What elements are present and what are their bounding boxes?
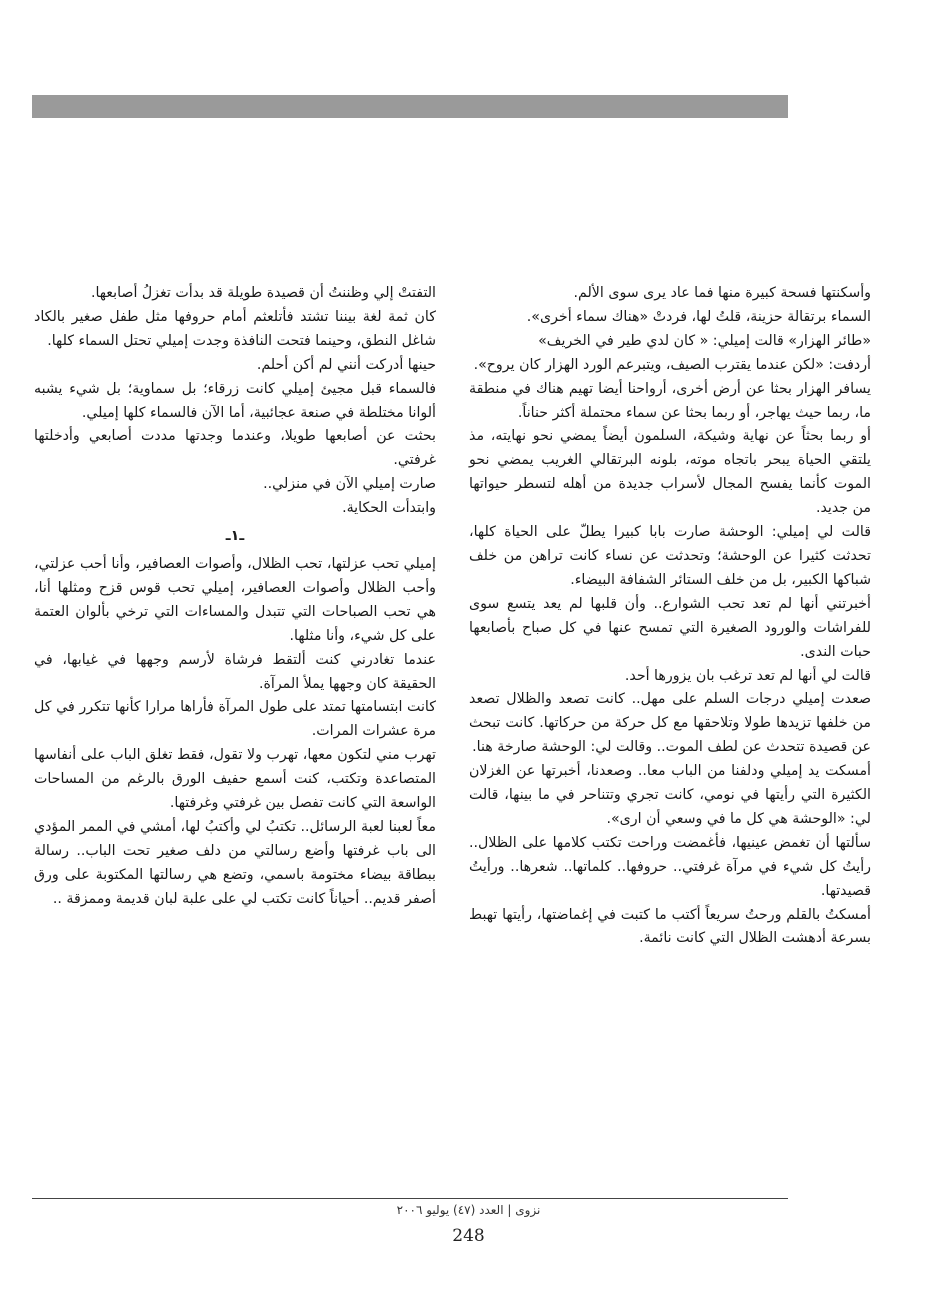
paragraph: تهرب مني لتكون معها، تهرب ولا تقول، فقط تغلق الباب على أنفاسها المتصاعدة وتكتب، كنت أسمع حفيف الورق بالرغم من المساحات الواسعة التي كانت تفصل بين غرفتي وغرفتها.: [34, 747, 436, 812]
paragraph: معاً لعبنا لعبة الرسائل.. تكتبُ لي وأكتبُ لها، أمشي في الممر المؤدي الى باب غرفتها وأضع رسالتي من دلف صغير تحت الباب.. رسالة ببطاقة بيضاء مختومة باسمي، وتضع هي رسالتها المكتوبة على ورق أصفر قديم.. أحياناً كانت تكتب لي على علبة لبان قديمة وممزقة ..: [34, 818, 436, 907]
paragraph: بحثت عن أصابعها طويلا، وعندما وجدتها مددت أصابعي وأدخلتها غرفتي.: [34, 428, 436, 469]
paragraph: سألتها أن تغمض عينيها، فأغمضت وراحت تكتب كلامها على الظلال.. رأيتُ كل شيء في مرآة غرفتي.. حروفها.. كلماتها.. شعرها.. ورأيتُ قصيدتها.: [469, 834, 871, 899]
paragraph: وابتدأت الحكاية.: [342, 500, 436, 517]
right-text-column: [469, 282, 871, 951]
left-text-column: [34, 282, 436, 912]
paragraph: حينها أدركت أنني لم أكن أحلم.: [256, 356, 436, 373]
paragraph: «طائر الهزار» قالت إميلي: « كان لدي طير في الخريف»: [538, 332, 871, 349]
paragraph: يسافر الهزار بحثا عن أرض أخرى، أرواحنا أيضا تهيم هناك في منطقة ما، ربما حيث يهاجر، أو ربما بحثا عن سماء محتملة أكثر حناناً.: [469, 380, 871, 421]
paragraph: صارت إميلي الآن في منزلي..: [263, 476, 436, 493]
paragraph: أو ربما بحثاً عن نهاية وشيكة، السلمون أيضاً يمضي نحو نهايته، مذ يلتقي الحياة يبحر باتجاه موته، بلونه البرتقالي الغريب يمضي نحو الموت كأنما يفسح المجال لأسراب جديدة من أهله لتسطر حيواتها من جديد.: [469, 428, 871, 517]
header-bar: [32, 95, 788, 118]
paragraph: فالسماء قبل مجيئ إميلي كانت زرقاء؛ بل سماوية؛ بل شيء يشبه ألوانا مختلطة في صنعة عجائبية، أما الآن فالسماء كلها إميلي.: [34, 380, 436, 421]
paragraph: أمسكت يد إميلي ودلفنا من الباب معا.. وصعدنا، أخبرتها عن الغزلان الكثيرة التي رأيتها في نومي، كانت تجري وتتناحر في ما بينها، قالت لي: «الوحشة هي كل ما في وسعي أن ارى».: [469, 763, 871, 827]
footer-issue-info: نزوى | العدد (٤٧) يوليو ٢٠٠٦: [396, 1203, 541, 1217]
paragraph: قالت لي إميلي: الوحشة صارت بابا كبيرا يطلّ على الحياة كلها، تحدثت كثيرا عن الوحشة؛ وتحدثت عن نساء كانت تراهن من خلف شباكها الكبير، بل من خلف الستائر الشفافة البيضاء.: [469, 524, 871, 588]
paragraph: كان ثمة لغة بيننا تشتد فأتلعثم أمام حروفها مثل طفل صغير بالكاد شاغل النطق، وحينما فتحت النافذة وجدت إميلي تحتل السماء كلها.: [34, 308, 436, 349]
paragraph: إميلي تحب عزلتها، تحب الظلال، وأصوات العصافير، وأنا أحب عزلتي، وأحب الظلال وأصوات العصافير، إميلي تحب قوس قزح ومثلها أنا، هي تحب الصباحات التي تتبدل والمساءات التي ترخي بألوان العتمة على كل شيء، وأنا مثلها.: [34, 555, 436, 644]
paragraph: عندما تغادرني كنت ألتقط فرشاة لأرسم وجهها في غيابها، في الحقيقة كان وجهها يملأ المرآة.: [34, 651, 436, 692]
paragraph: أمسكتُ بالقلم ورحتُ سريعاً أكتب ما كتبت في إغماضتها، رأيتها تهبط بسرعة أدهشت الظلال التي كانت نائمة.: [469, 906, 871, 947]
paragraph: التفتتْ إلي وظننتُ أن قصيدة طويلة قد بدأت تغزلُ أصابعها.: [90, 285, 436, 301]
paragraph: وأسكنتها فسحة كبيرة منها فما عاد يرى سوى الألم.: [573, 285, 871, 301]
paragraph: أخبرتني أنها لم تعد تحب الشوارع.. وأن قلبها لم يعد يتسع سوى للفراشات والورود الصغيرة التي تمسح عنها في كل صباح بأصابعها حبات الندى.: [469, 595, 871, 660]
paragraph: كانت ابتسامتها تمتد على طول المرآة فأراها مرارا كأنها تتكرر في كل مرة عشرات المرات.: [34, 699, 436, 740]
footer-rule: [32, 1198, 788, 1199]
section-number: ـ١ـ: [225, 528, 245, 545]
paragraph: أردفت: «لكن عندما يقترب الصيف، ويتبرعم الورد الهزار كان يروح».: [473, 356, 871, 373]
page-number: 248: [452, 1226, 485, 1246]
paragraph: صعدت إميلي درجات السلم على مهل.. كانت تصعد والظلال تصعد من خلفها تزيدها طولا وتلاحقها مع كل حركة من حركاتها. كانت تبحث عن قصيدة تتحدث عن لطف الموت.. وقالت لي: الوحشة صارخة هنا.: [469, 691, 871, 756]
paragraph: قالت لي أنها لم تعد ترغب بان يزورها أحد.: [624, 667, 871, 684]
paragraph: السماء برتقالة حزينة، قلتُ لها، فردتْ «هناك سماء أخرى».: [526, 308, 871, 325]
